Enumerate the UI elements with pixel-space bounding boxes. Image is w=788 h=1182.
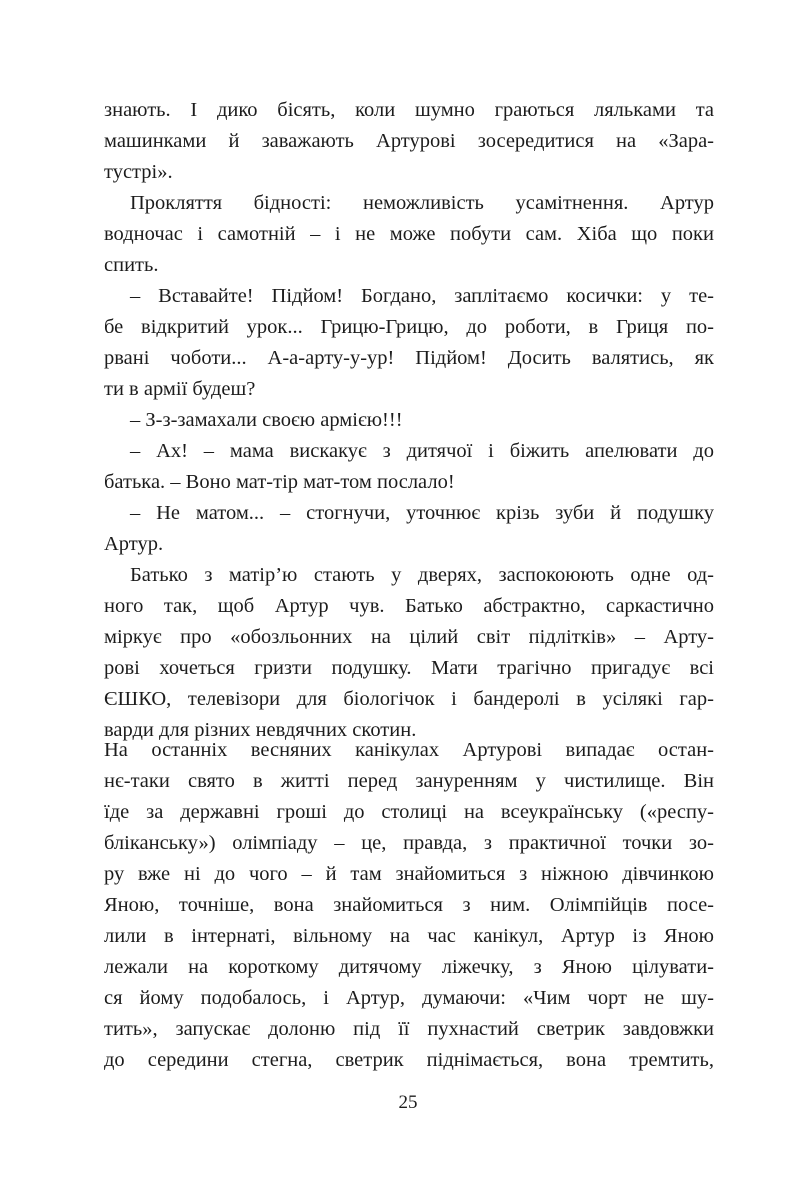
text-line: Артур. [104,533,164,555]
text-line: тить», запускає долоню під її пухнастий светрик завдовжки [104,1018,714,1040]
text-line: ру вже ні до чого – й там знайомиться з ніжною дівчинкою [104,863,714,885]
text-line: лили в інтернаті, вільному на час канікул, Артур із Яною [104,925,714,947]
text-line: міркує про «обозльонних на цілий світ підлітків» – Арту- [104,626,714,648]
text-line: лежали на короткому дитячому ліжечку, з Яною цілувати- [104,956,714,978]
text-line: ЄШКО, телевізори для біологічок і бандеролі в усілякі гар- [104,688,714,710]
text-line: рвані чоботи... А-а-арту-у-ур! Підйом! Досить валятись, як [104,347,714,369]
text-line: спить. [104,254,159,276]
text-line: водночас і самотній – і не може побути сам. Хіба що поки [104,223,714,245]
text-line: нє-таки свято в житті перед зануренням у чистилище. Він [104,770,714,792]
text-line: рові хочеться гризти подушку. Мати трагічно пригадує всі [104,657,714,679]
text-line: батька. – Воно мат-тір мат-том послало! [104,471,455,493]
text-line: Прокляття бідності: неможливість усамітнення. Артур [130,192,714,214]
text-line: варди для різних невдячних скотин. [104,719,417,741]
text-line: – Вставайте! Підйом! Богдано, заплітаємо косички: у те- [130,285,714,307]
text-line: На останніх весняних канікулах Артурові випадає остан- [104,739,714,761]
page-number: 25 [398,1092,418,1113]
text-line: – З-з-замахали своєю армією!!! [130,409,403,431]
text-line: тустрі». [104,161,173,183]
text-line: – Не матом... – стогнучи, уточнює крізь зуби й подушку [130,502,714,524]
text-line: – Ах! – мама вискакує з дитячої і біжить апелювати до [130,440,714,462]
text-line: ся йому подобалось, і Артур, думаючи: «Чим чорт не шу- [104,987,714,1009]
text-line: Яною, точніше, вона знайомиться з ним. Олімпійців посе- [104,894,714,916]
text-line: до середини стегна, светрик піднімається, вона тремтить, [104,1049,714,1071]
text-line: ного так, щоб Артур чув. Батько абстрактно, саркастично [104,595,714,617]
text-line: ти в армії будеш? [104,378,256,400]
text-line: бліканську») олімпіаду – це, правда, з практичної точки зо- [104,832,714,854]
text-line: машинками й заважають Артурові зосередитися на «Зара- [104,130,714,152]
text-line: знають. І дико бісять, коли шумно граються ляльками та [104,99,714,121]
text-line: їде за державні гроші до столиці на всеукраїнську («респу- [104,801,714,823]
text-line: бе відкритий урок... Грицю-Грицю, до роботи, в Гриця по- [104,316,714,338]
text-section-1 [104,95,714,746]
text-line: Батько з матір’ю стають у дверях, заспокоюють одне од- [130,564,714,586]
text-section-2 [104,735,714,1076]
